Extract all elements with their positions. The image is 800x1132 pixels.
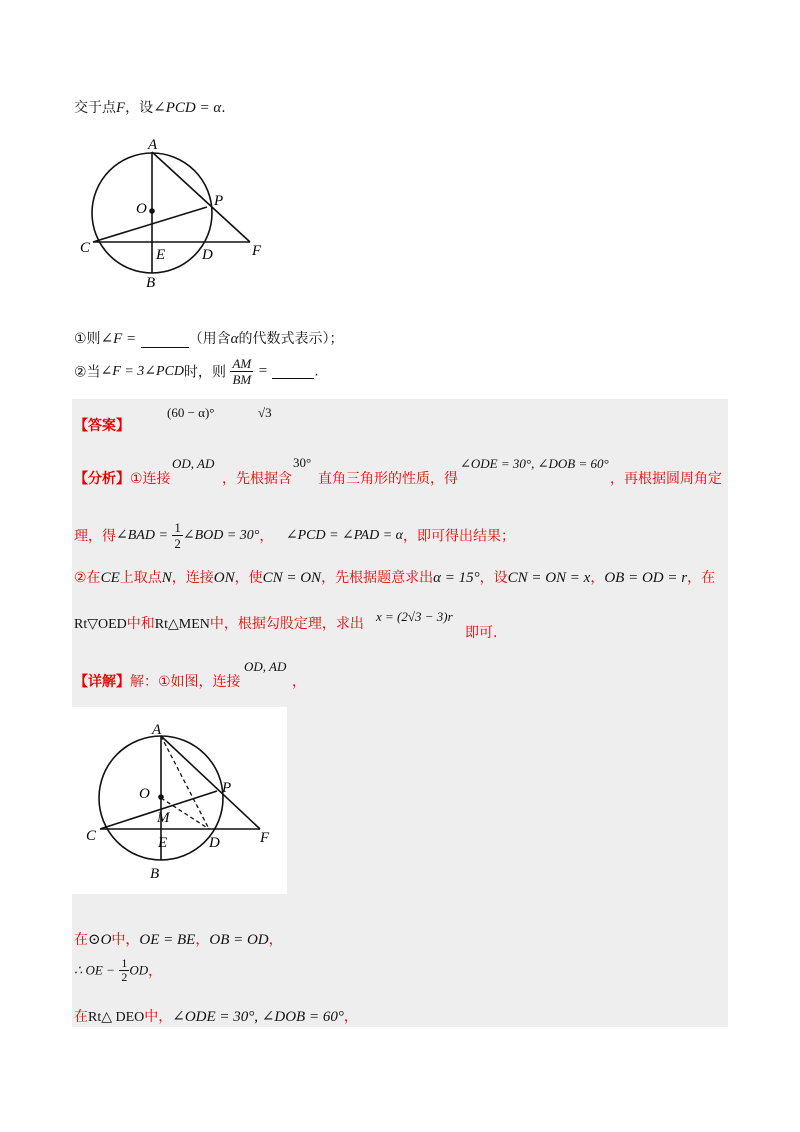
step-2 — [74, 957, 162, 984]
analysis-l1-g: ，再根据圆周角定 — [610, 471, 722, 487]
center-dot-2 — [158, 794, 164, 800]
intro-end: . — [221, 100, 226, 116]
label-p: P — [214, 193, 224, 209]
detail-l1-c: ， — [292, 674, 306, 690]
step3-c: 中， — [144, 1009, 173, 1025]
detail-label: 【详解】 — [74, 674, 130, 690]
analysis-l4-a: Rt▽OED — [74, 617, 127, 632]
analysis-l3-l: CN = ON = x — [507, 570, 591, 586]
answer-value-1: (60 − α)° — [167, 405, 215, 420]
analysis-label: 【分析】 — [74, 471, 130, 487]
analysis-line-4 — [74, 613, 364, 633]
figure-1 — [80, 135, 280, 295]
step2-fraction — [119, 957, 129, 984]
analysis-l4-b: 中和 — [126, 616, 155, 632]
analysis-l2-d: ， — [259, 528, 274, 545]
question-1 — [74, 328, 344, 348]
analysis-l4-f: 即可. — [465, 625, 498, 641]
q1-answer-blank[interactable] — [141, 333, 189, 348]
intro-line — [74, 97, 226, 117]
intro-angle: ∠PCD = α — [153, 100, 222, 116]
step1-g: ， — [268, 932, 283, 948]
label2-f: F — [260, 830, 270, 846]
analysis-l3-e: ，连接 — [171, 570, 214, 586]
q2-end: . — [314, 363, 319, 380]
analysis-l4-e: x = (2√3 − 3)r — [376, 609, 453, 624]
step3-a: 在 — [74, 1009, 88, 1025]
label-o: O — [136, 201, 147, 217]
step2-a: ∴ OE − — [74, 962, 115, 978]
analysis-l3-d: N — [161, 570, 172, 586]
analysis-l2-b: ∠BAD = — [116, 528, 168, 543]
label-f: F — [252, 243, 262, 259]
q2-fraction — [230, 356, 253, 387]
label2-c: C — [86, 828, 97, 844]
analysis-l3-h: CN = ON — [262, 570, 322, 586]
q2-answer-blank[interactable] — [272, 364, 314, 379]
analysis-line-3 — [74, 567, 715, 587]
intro-mid: ，设 — [125, 100, 154, 116]
label-b: B — [146, 275, 156, 291]
center-dot — [149, 208, 155, 214]
detail-l1-a: 解：①如图，连接 — [130, 674, 241, 690]
analysis-l2-c: ∠BOD = 30° — [182, 528, 260, 543]
analysis-l3-b: CE — [100, 570, 120, 586]
label-d: D — [202, 247, 213, 263]
analysis-l1-a: ①连接 — [130, 471, 171, 487]
step1-a: 在 — [74, 932, 88, 948]
line-ap-2 — [161, 736, 260, 829]
analysis-l2-a: 理，得 — [74, 528, 116, 545]
intro-prefix: 交于点 — [74, 100, 116, 116]
analysis-l3-c: 上取点 — [119, 570, 162, 586]
analysis-l3-k: ，设 — [479, 570, 508, 586]
analysis-l2-f: ，即可得出结果； — [403, 528, 515, 545]
analysis-l3-a: ②在 — [74, 570, 101, 586]
step1-b: ⊙O — [88, 932, 112, 948]
q2-mid: 时，则 — [184, 364, 227, 381]
step-1 — [74, 929, 283, 949]
detail-l1-b: OD, AD — [244, 659, 287, 674]
label-a: A — [148, 137, 158, 153]
q1-suffix-close: 的代数式表示）； — [238, 331, 344, 347]
figure-2 — [84, 718, 284, 888]
step1-e: ， — [195, 932, 210, 948]
q1-expr: ∠F = — [100, 331, 137, 347]
label-c: C — [80, 240, 91, 256]
step3-b: Rt△ DEO — [88, 1010, 145, 1025]
step1-f: OB = OD — [209, 932, 269, 948]
question-2 — [74, 356, 319, 387]
q2-frac-num: AM — [232, 356, 252, 371]
q2-prefix: ②当 — [74, 364, 101, 381]
q2-frac-den: BM — [232, 372, 252, 387]
step-3 — [74, 1006, 358, 1026]
analysis-l3-g: ，使 — [234, 570, 263, 586]
analysis-line-2 — [74, 520, 515, 551]
answer-value-2: √3 — [258, 405, 272, 420]
step1-c: 中， — [111, 932, 140, 948]
answer-label: 【答案】 — [74, 418, 130, 434]
label2-a: A — [152, 722, 162, 738]
q1-suffix-open: （用含 — [188, 331, 231, 347]
step2-frac-num: 1 — [121, 956, 128, 970]
analysis-l2-frac-num: 1 — [174, 520, 181, 535]
analysis-l1-f: ∠ODE = 30°, ∠DOB = 60° — [460, 456, 609, 471]
analysis-l3-f: ON — [213, 570, 235, 586]
analysis-l1-b: OD, AD — [172, 456, 215, 471]
step2-frac-den: 2 — [121, 970, 128, 984]
analysis-l3-m: ， — [590, 570, 605, 586]
label2-p: P — [222, 780, 232, 796]
analysis-l3-o: ，在 — [687, 570, 716, 586]
step3-d: ∠ODE = 30°, ∠DOB = 60° — [172, 1009, 344, 1025]
label2-d: D — [209, 835, 220, 851]
label2-m: M — [157, 810, 170, 826]
label2-e: E — [158, 835, 168, 851]
label2-b: B — [150, 866, 160, 882]
intro-point-f: F — [116, 100, 126, 116]
q1-prefix: ①则 — [74, 331, 101, 347]
analysis-l4-c: Rt△MEN — [154, 617, 210, 632]
step2-b: OD — [129, 962, 149, 978]
analysis-l1-d: 30° — [293, 455, 312, 470]
label2-o: O — [139, 786, 150, 802]
analysis-l2-e: ∠PCD = ∠PAD = α — [285, 528, 403, 543]
step2-c: ， — [148, 963, 163, 980]
analysis-l3-j: α = 15° — [433, 570, 480, 586]
analysis-l3-i: ，先根据题意求出 — [321, 570, 434, 586]
analysis-l1-e: 直角三角形的性质，得 — [318, 471, 458, 487]
analysis-l2-fraction — [172, 520, 183, 551]
analysis-l1-c: ，先根据含 — [222, 471, 292, 487]
q2-cond: ∠F = 3∠PCD — [100, 364, 185, 379]
q1-alpha: α — [230, 331, 239, 347]
step3-e: ， — [343, 1009, 358, 1025]
analysis-l4-d: 中，根据勾股定理，求出 — [209, 616, 364, 632]
q2-eq: = — [257, 363, 268, 379]
analysis-l2-frac-den: 2 — [174, 536, 181, 551]
step1-d: OE = BE — [139, 932, 196, 948]
label-e: E — [156, 247, 166, 263]
analysis-l3-n: OB = OD = r — [604, 570, 688, 586]
line-ap — [152, 152, 250, 242]
